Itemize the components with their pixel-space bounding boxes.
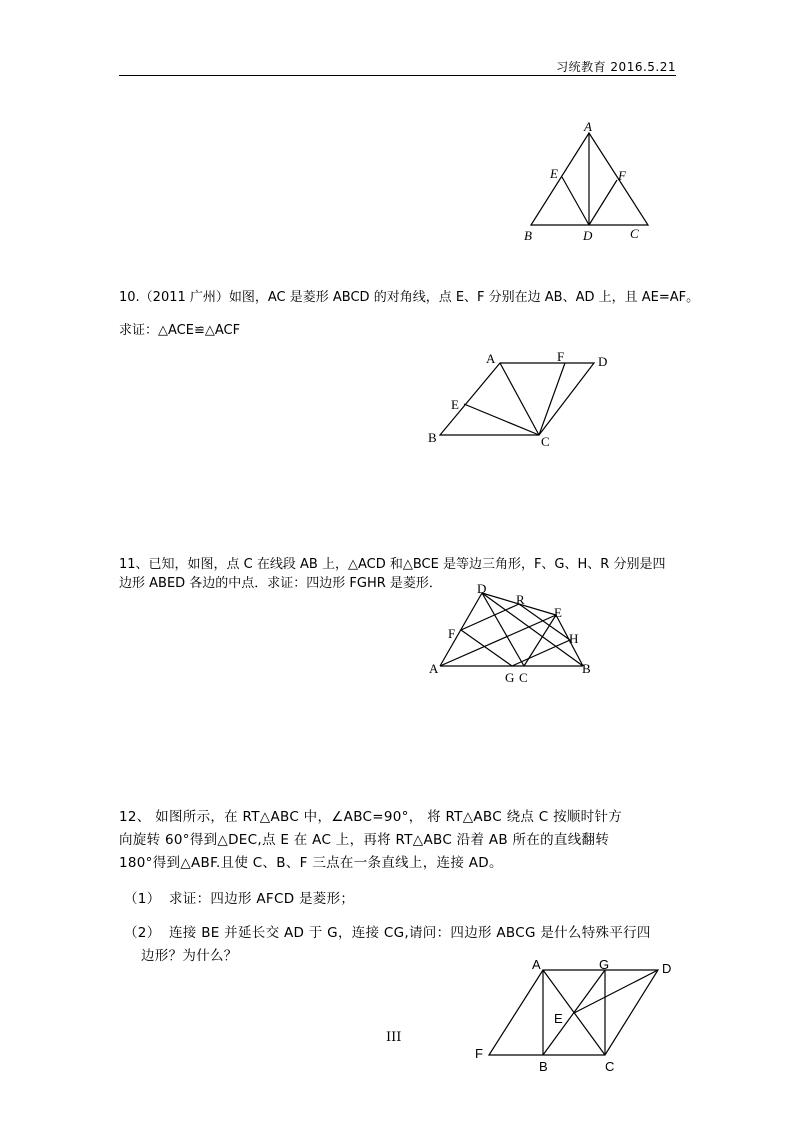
label-d: D <box>583 228 593 243</box>
header-text: 习统教育 2016.5.21 <box>556 60 676 74</box>
problem-11-line2: 边形 ABED 各边的中点．求证：四边形 FGHR 是菱形． <box>119 576 442 591</box>
label-c: C <box>541 434 550 448</box>
segment-ed <box>574 970 658 1013</box>
label-a: A <box>429 661 439 676</box>
label-d: D <box>477 581 487 596</box>
figure-triangle-abc <box>515 115 650 245</box>
segment-fc <box>539 363 565 435</box>
question-1-number: （1） <box>124 891 161 907</box>
label-a: A <box>532 957 541 972</box>
label-e: E <box>554 1011 563 1026</box>
label-f: F <box>618 168 626 183</box>
label-a: A <box>486 351 496 366</box>
rhombus-outline <box>440 363 594 435</box>
problem-10-line1: 10.（2011 广州）如图，AC 是菱形 ABCD 的对角线，点 E、F 分别在边 AB、AD 上，且 AE=AF。 <box>119 290 700 305</box>
segment-fd <box>589 180 617 225</box>
page-number: III <box>386 1030 402 1045</box>
label-f: F <box>448 626 456 641</box>
segment-ec <box>464 404 539 435</box>
label-b: B <box>582 661 591 676</box>
figure-rhombus-abcd <box>425 348 615 448</box>
label-b: B <box>428 430 437 445</box>
label-f: F <box>475 1046 483 1061</box>
diagonal-ac <box>500 363 539 435</box>
figure-quadrilateral-abed <box>425 578 600 686</box>
problem-10-line2: 求证：△ACE≌△ACF <box>119 323 241 338</box>
label-e: E <box>550 166 558 181</box>
label-g: G <box>505 670 515 685</box>
label-c: C <box>605 1059 615 1074</box>
label-c: C <box>519 670 528 685</box>
label-d: D <box>598 354 608 369</box>
segment-ed <box>562 177 589 225</box>
problem-11-line1: 11、已知，如图，点 C 在线段 AB 上，△ACD 和△BCE 是等边三角形，F、G、H、R 分别是四 <box>119 557 666 572</box>
label-g: G <box>599 957 610 972</box>
label-e: E <box>451 397 459 412</box>
question-2-number: （2） <box>124 925 161 941</box>
label-e: E <box>554 605 562 620</box>
label-r: R <box>516 592 525 607</box>
label-c: C <box>630 226 639 241</box>
header-rule <box>119 75 676 76</box>
problem-12-line1: 12、 如图所示，在 RT△ABC 中，∠ABC=90°， 将 RT△ABC 绕点 C 按顺时针方 <box>119 809 623 825</box>
label-f: F <box>557 349 565 364</box>
label-a: A <box>584 119 592 134</box>
question-1-text: 求证：四边形 AFCD 是菱形； <box>169 891 355 907</box>
question-2-line1: 连接 BE 并延长交 AD 于 G，连接 CG,请问：四边形 ABCG 是什么特殊平行四 <box>169 925 651 941</box>
problem-12-line3: 180°得到△ABF.且使 C、B、F 三点在一条直线上，连接 AD。 <box>119 855 503 871</box>
segment-ae <box>440 615 556 666</box>
label-b: B <box>524 228 532 243</box>
label-b: B <box>539 1059 548 1074</box>
label-d: D <box>662 961 672 976</box>
figure-rhombus-afcd <box>470 950 680 1075</box>
label-h: H <box>569 631 579 646</box>
problem-12-line2: 向旋转 60°得到△DEC,点 E 在 AC 上，再将 RT△ABC 沿着 AB 所在的直线翻转 <box>119 832 610 848</box>
question-2-line2: 边形？为什么？ <box>141 948 238 964</box>
